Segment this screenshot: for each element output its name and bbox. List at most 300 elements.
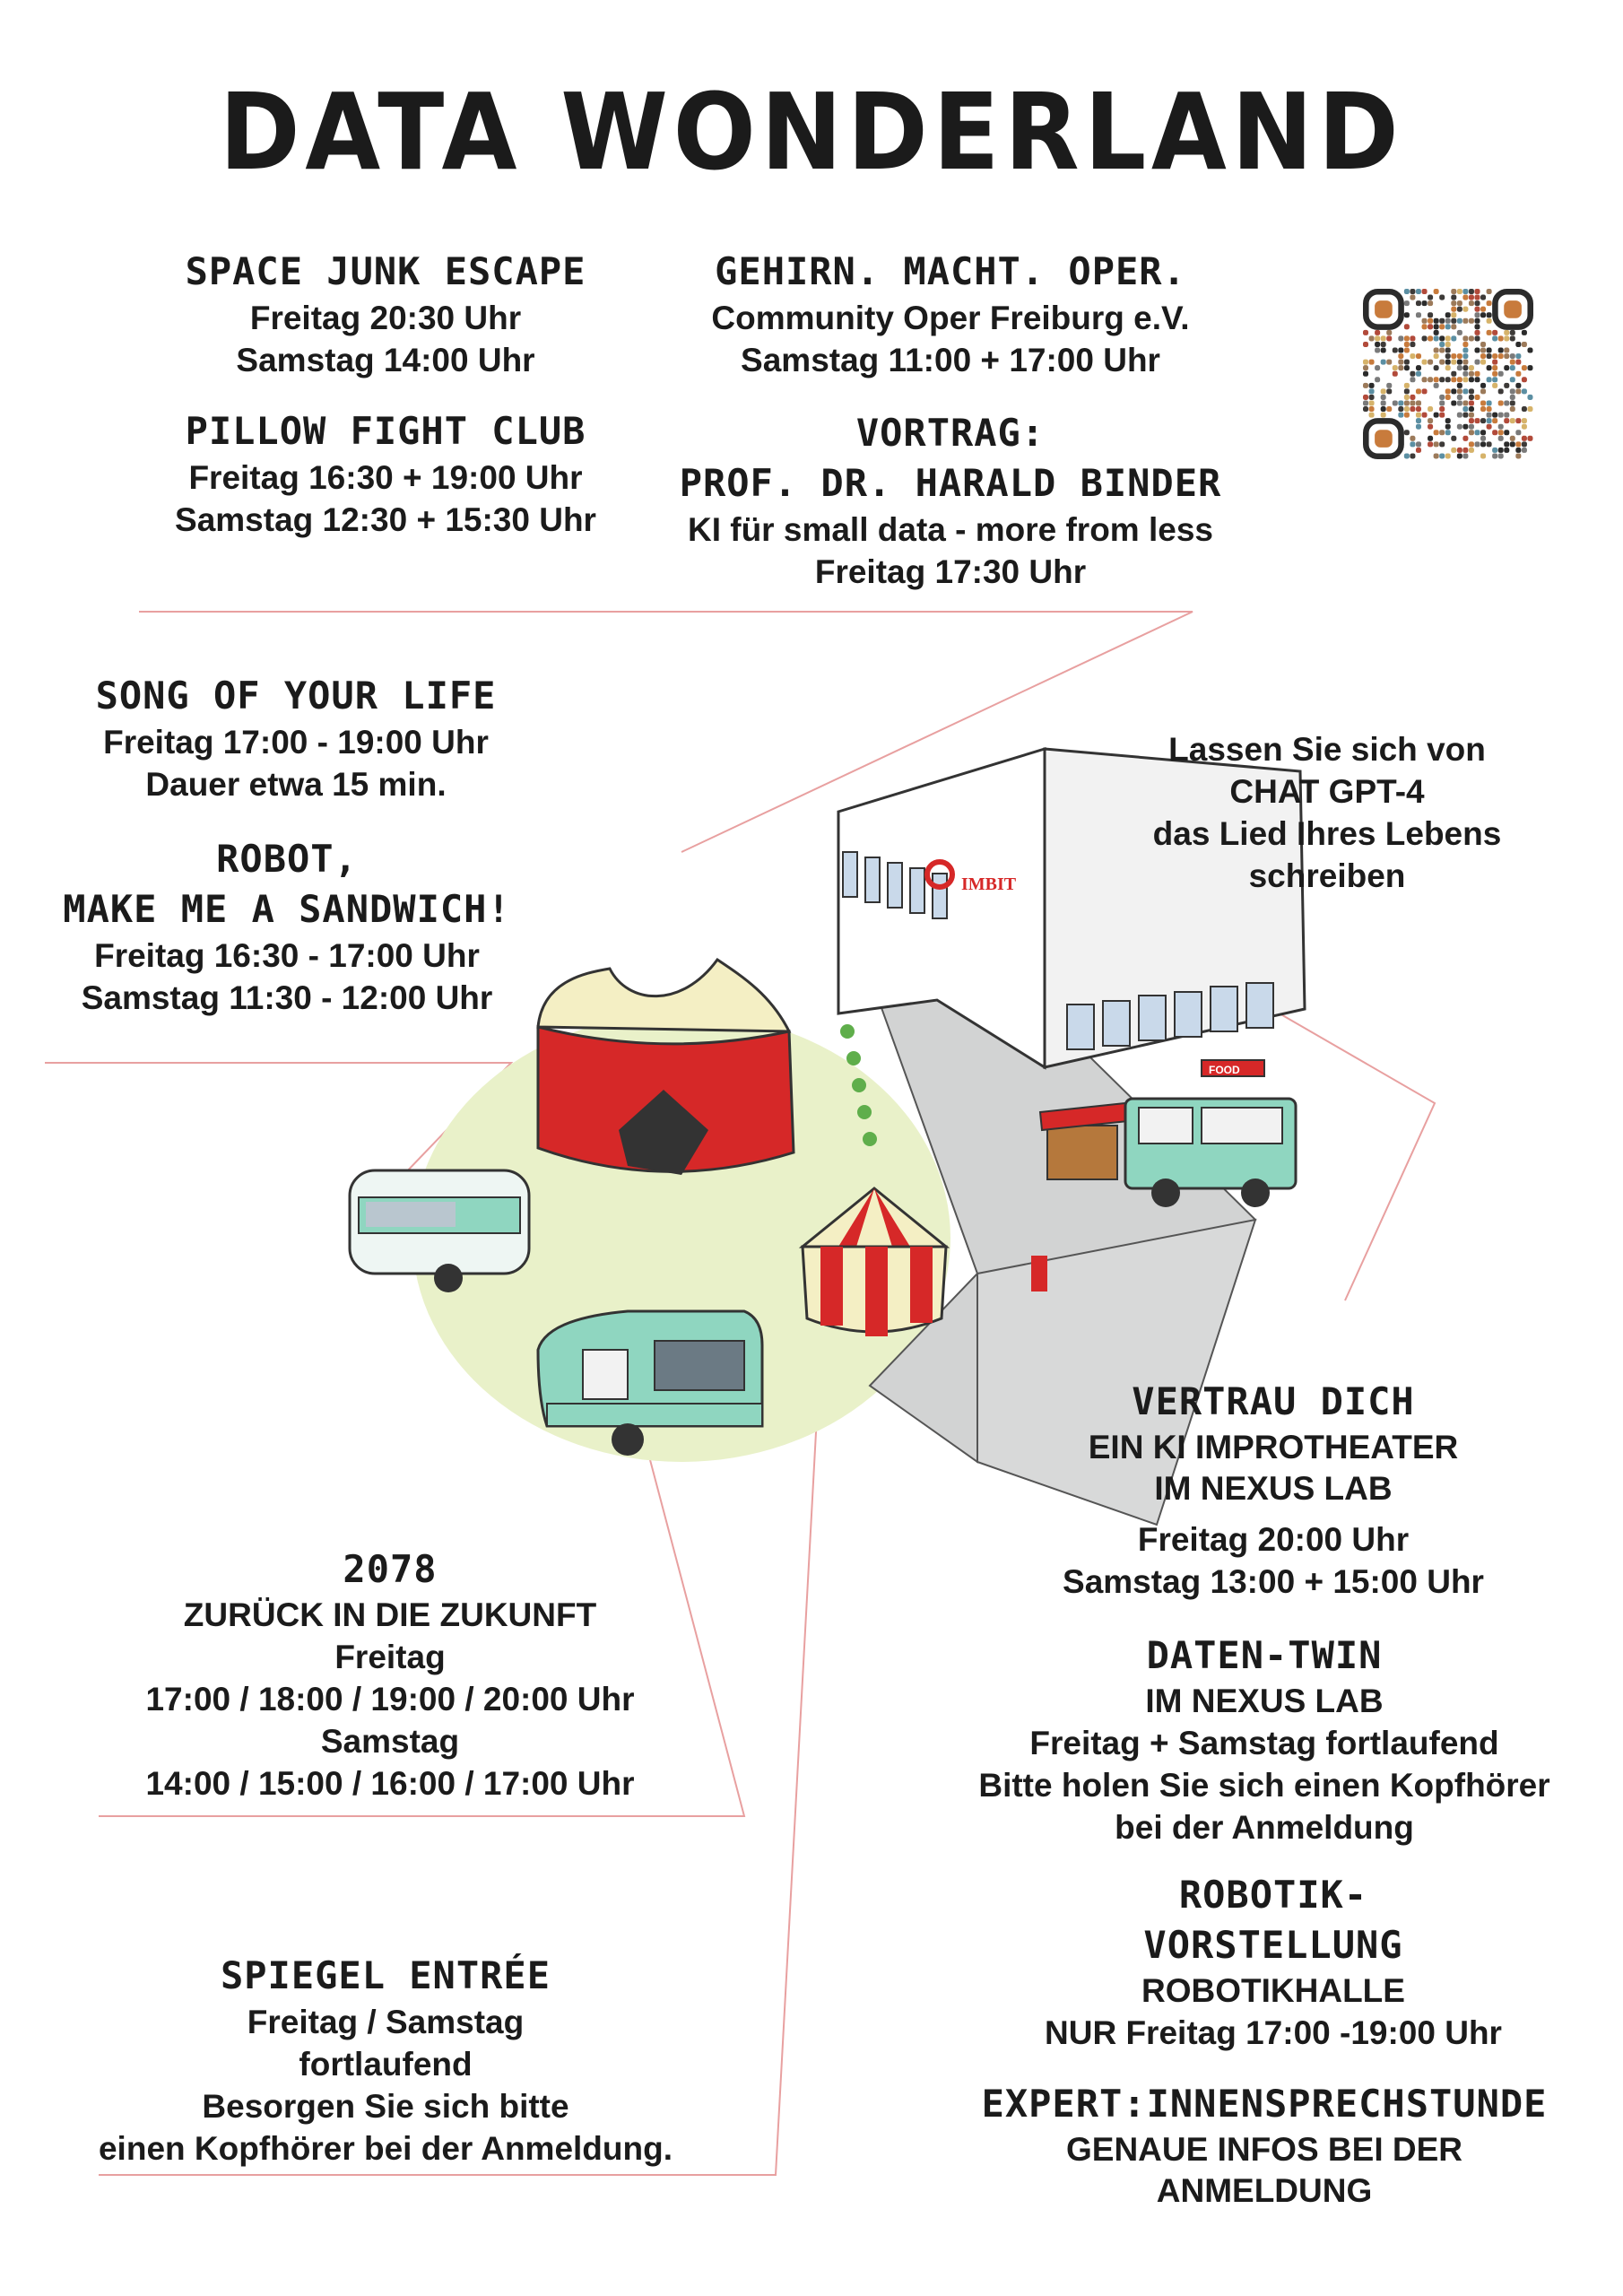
qr-module xyxy=(1522,448,1527,453)
qr-module xyxy=(1498,388,1504,394)
event-time: 14:00 / 15:00 / 16:00 / 17:00 Uhr xyxy=(145,1765,635,1802)
qr-module xyxy=(1462,318,1468,324)
qr-module xyxy=(1462,388,1468,394)
qr-module xyxy=(1469,418,1474,423)
qr-module xyxy=(1445,377,1451,382)
qr-module xyxy=(1480,360,1486,365)
qr-module xyxy=(1487,289,1492,294)
qr-module xyxy=(1522,436,1527,441)
qr-module xyxy=(1398,365,1403,370)
qr-module xyxy=(1515,441,1521,447)
qr-module xyxy=(1457,453,1462,458)
qr-module xyxy=(1462,335,1468,341)
qr-module xyxy=(1416,406,1421,412)
qr-module xyxy=(1381,342,1386,347)
qr-module xyxy=(1439,324,1445,329)
qr-module xyxy=(1487,424,1492,430)
event-vertrau-dich xyxy=(1022,1377,1524,1603)
qr-module xyxy=(1462,360,1468,365)
qr-module xyxy=(1492,418,1497,423)
qr-module xyxy=(1422,377,1428,382)
qr-module xyxy=(1451,312,1456,317)
qr-module xyxy=(1428,324,1433,329)
qr-module xyxy=(1416,371,1421,377)
qr-module xyxy=(1428,295,1433,300)
qr-module xyxy=(1457,413,1462,418)
event-time: 17:00 / 18:00 / 19:00 / 20:00 Uhr xyxy=(145,1681,635,1718)
qr-module xyxy=(1451,300,1456,306)
qr-module xyxy=(1404,324,1410,329)
qr-module xyxy=(1498,371,1504,377)
qr-module xyxy=(1422,335,1428,341)
qr-module xyxy=(1515,448,1521,453)
qr-module xyxy=(1439,377,1445,382)
qr-module xyxy=(1504,383,1509,388)
big-tent xyxy=(538,960,794,1175)
qr-module xyxy=(1510,400,1515,405)
qr-module xyxy=(1428,418,1433,423)
event-pillow-fight xyxy=(143,406,628,541)
qr-module xyxy=(1457,383,1462,388)
qr-module xyxy=(1381,395,1386,400)
qr-module xyxy=(1363,330,1368,335)
qr-module xyxy=(1363,383,1368,388)
qr-module xyxy=(1462,289,1468,294)
event-topic: KI für small data - more from less xyxy=(687,511,1213,548)
event-title: GEHIRN. MACHT. OPER. xyxy=(715,249,1186,293)
qr-module xyxy=(1498,353,1504,359)
qr-module xyxy=(1398,348,1403,353)
qr-module xyxy=(1398,400,1403,405)
note-line: das Lied Ihres Lebens xyxy=(1152,815,1502,852)
qr-module xyxy=(1439,395,1445,400)
qr-module xyxy=(1474,307,1480,312)
event-title: VORTRAG: xyxy=(855,411,1046,455)
qr-module xyxy=(1416,353,1421,359)
qr-module xyxy=(1480,295,1486,300)
event-note: bei der Anmeldung xyxy=(1115,1809,1414,1846)
qr-module xyxy=(1469,289,1474,294)
qr-module xyxy=(1492,371,1497,377)
qr-module xyxy=(1428,312,1433,317)
qr-module xyxy=(1457,289,1462,294)
qr-module xyxy=(1462,295,1468,300)
qr-module xyxy=(1434,453,1439,458)
qr-module xyxy=(1462,448,1468,453)
qr-module xyxy=(1510,377,1515,382)
qr-module xyxy=(1457,307,1462,312)
qr-module xyxy=(1416,418,1421,423)
qr-module xyxy=(1457,360,1462,365)
qr-module xyxy=(1504,413,1509,418)
qr-finder xyxy=(1366,421,1401,456)
qr-module xyxy=(1369,335,1375,341)
qr-module xyxy=(1386,383,1392,388)
event-time: Freitag 16:30 - 17:00 Uhr xyxy=(94,937,480,974)
qr-module xyxy=(1404,312,1410,317)
qr-module xyxy=(1428,424,1433,430)
qr-module xyxy=(1469,400,1474,405)
hydrant xyxy=(1031,1256,1047,1292)
qr-module xyxy=(1474,395,1480,400)
event-time: Freitag 17:30 Uhr xyxy=(814,553,1087,590)
event-expert-sprechstunde xyxy=(950,2079,1578,2212)
event-note: Besorgen Sie sich bitte xyxy=(202,2088,569,2125)
qr-module xyxy=(1451,436,1456,441)
qr-module xyxy=(1457,395,1462,400)
qr-module xyxy=(1363,371,1368,377)
qr-module xyxy=(1469,318,1474,324)
qr-module xyxy=(1393,400,1398,405)
event-title: SPIEGEL ENTRÉE xyxy=(220,1953,551,1997)
qr-module xyxy=(1515,360,1521,365)
qr-module xyxy=(1498,348,1504,353)
qr-module xyxy=(1428,377,1433,382)
event-time: Samstag 12:30 + 15:30 Uhr xyxy=(175,501,596,538)
event-robotik xyxy=(1004,1870,1542,2054)
qr-module xyxy=(1451,307,1456,312)
qr-module xyxy=(1522,441,1527,447)
qr-module xyxy=(1515,388,1521,394)
qr-module xyxy=(1515,371,1521,377)
qr-module xyxy=(1369,400,1375,405)
qr-module xyxy=(1510,360,1515,365)
qr-module xyxy=(1469,441,1474,447)
qr-module xyxy=(1393,371,1398,377)
qr-module xyxy=(1474,441,1480,447)
qr-module xyxy=(1474,312,1480,317)
qr-finder xyxy=(1366,291,1401,326)
event-vortrag xyxy=(664,408,1237,593)
building-sign: IMBIT xyxy=(961,874,1017,894)
qr-module xyxy=(1445,335,1451,341)
qr-module xyxy=(1381,400,1386,405)
qr-module xyxy=(1393,348,1398,353)
qr-code[interactable] xyxy=(1363,289,1533,459)
qr-module xyxy=(1469,448,1474,453)
qr-module xyxy=(1369,413,1375,418)
qr-module xyxy=(1434,348,1439,353)
qr-module xyxy=(1522,377,1527,382)
qr-module xyxy=(1504,448,1509,453)
event-day: Samstag xyxy=(320,1723,460,1760)
qr-module xyxy=(1487,406,1492,412)
qr-module xyxy=(1504,365,1509,370)
qr-module xyxy=(1404,365,1410,370)
qr-module xyxy=(1451,335,1456,341)
qr-module xyxy=(1522,342,1527,347)
qr-module xyxy=(1510,436,1515,441)
event-time: Freitag 17:00 - 19:00 Uhr xyxy=(103,724,489,761)
qr-module xyxy=(1422,388,1428,394)
qr-module xyxy=(1451,289,1456,294)
qr-module xyxy=(1480,418,1486,423)
qr-module xyxy=(1410,342,1415,347)
qr-module xyxy=(1510,388,1515,394)
qr-module xyxy=(1369,360,1375,365)
qr-module xyxy=(1422,318,1428,324)
event-time: Samstag 13:00 + 15:00 Uhr xyxy=(1063,1563,1484,1600)
qr-module xyxy=(1404,348,1410,353)
event-2078 xyxy=(99,1544,681,1805)
qr-module xyxy=(1439,406,1445,412)
qr-module xyxy=(1457,318,1462,324)
qr-module xyxy=(1416,424,1421,430)
qr-module xyxy=(1498,436,1504,441)
qr-module xyxy=(1404,342,1410,347)
qr-module xyxy=(1416,289,1421,294)
event-note: einen Kopfhörer bei der Anmeldung. xyxy=(98,2130,673,2167)
qr-module xyxy=(1439,413,1445,418)
qr-module xyxy=(1487,400,1492,405)
qr-module xyxy=(1469,430,1474,435)
qr-module xyxy=(1474,371,1480,377)
qr-module xyxy=(1522,424,1527,430)
qr-module xyxy=(1474,430,1480,435)
qr-module xyxy=(1445,388,1451,394)
qr-module xyxy=(1434,383,1439,388)
qr-finder xyxy=(1495,291,1530,326)
qr-module xyxy=(1363,342,1368,347)
qr-module xyxy=(1487,353,1492,359)
qr-module xyxy=(1428,300,1433,306)
qr-module xyxy=(1416,441,1421,447)
qr-module xyxy=(1462,413,1468,418)
event-time: Samstag 11:00 + 17:00 Uhr xyxy=(741,342,1160,378)
event-title: SPACE JUNK ESCAPE xyxy=(185,249,586,293)
event-title: VERTRAU DICH xyxy=(1132,1379,1415,1423)
qr-module xyxy=(1445,395,1451,400)
qr-module xyxy=(1386,360,1392,365)
qr-module xyxy=(1492,353,1497,359)
qr-module xyxy=(1422,300,1428,306)
qr-module xyxy=(1480,436,1486,441)
note-line: schreiben xyxy=(1248,857,1406,894)
qr-module xyxy=(1416,312,1421,317)
qr-module xyxy=(1498,430,1504,435)
qr-module xyxy=(1498,335,1504,341)
qr-module xyxy=(1498,453,1504,458)
event-time: fortlaufend xyxy=(299,2046,473,2083)
qr-module xyxy=(1381,406,1386,412)
qr-module xyxy=(1469,335,1474,341)
qr-module xyxy=(1428,436,1433,441)
qr-module xyxy=(1428,318,1433,324)
qr-module xyxy=(1462,307,1468,312)
qr-module xyxy=(1404,388,1410,394)
qr-module xyxy=(1404,413,1410,418)
qr-module xyxy=(1439,430,1445,435)
qr-module xyxy=(1480,441,1486,447)
qr-module xyxy=(1451,324,1456,329)
qr-module xyxy=(1457,424,1462,430)
qr-module xyxy=(1457,353,1462,359)
qr-module xyxy=(1375,348,1380,353)
qr-module xyxy=(1445,453,1451,458)
qr-module xyxy=(1469,413,1474,418)
qr-module xyxy=(1469,365,1474,370)
note-line: CHAT GPT-4 xyxy=(1229,773,1425,810)
qr-module xyxy=(1386,330,1392,335)
event-duration: Dauer etwa 15 min. xyxy=(145,766,447,803)
qr-module xyxy=(1416,413,1421,418)
qr-module xyxy=(1480,348,1486,353)
event-subtitle: EIN KI IMPROTHEATER xyxy=(1088,1429,1459,1465)
qr-module xyxy=(1527,436,1532,441)
qr-module xyxy=(1451,318,1456,324)
qr-module xyxy=(1428,335,1433,341)
event-speaker: PROF. DR. HARALD BINDER xyxy=(679,461,1222,505)
qr-module xyxy=(1469,424,1474,430)
qr-module xyxy=(1474,360,1480,365)
qr-module xyxy=(1398,406,1403,412)
event-robot-sandwich xyxy=(36,834,538,1019)
qr-module xyxy=(1469,300,1474,306)
qr-module xyxy=(1439,400,1445,405)
qr-module xyxy=(1480,353,1486,359)
qr-module xyxy=(1369,406,1375,412)
qr-module xyxy=(1410,335,1415,341)
qr-module xyxy=(1375,377,1380,382)
qr-module xyxy=(1439,453,1445,458)
qr-module xyxy=(1510,335,1515,341)
qr-module xyxy=(1492,383,1497,388)
qr-module xyxy=(1410,295,1415,300)
qr-module xyxy=(1469,388,1474,394)
qr-module xyxy=(1487,330,1492,335)
qr-module xyxy=(1457,400,1462,405)
qr-module xyxy=(1480,307,1486,312)
qr-module xyxy=(1422,324,1428,329)
qr-module xyxy=(1445,418,1451,423)
event-note: ANMELDUNG xyxy=(1156,2172,1373,2209)
event-title: SONG OF YOUR LIFE xyxy=(95,674,497,718)
qr-module xyxy=(1404,395,1410,400)
qr-module xyxy=(1504,353,1509,359)
qr-module xyxy=(1451,295,1456,300)
qr-module xyxy=(1522,406,1527,412)
qr-module xyxy=(1487,348,1492,353)
qr-module xyxy=(1480,388,1486,394)
qr-module xyxy=(1404,289,1410,294)
qr-module xyxy=(1480,342,1486,347)
event-title: MAKE ME A SANDWICH! xyxy=(63,887,511,931)
qr-module xyxy=(1504,330,1509,335)
qr-module xyxy=(1445,342,1451,347)
truck-sign: FOOD xyxy=(1209,1064,1240,1076)
event-spiegel xyxy=(72,1951,699,2170)
qr-module xyxy=(1510,353,1515,359)
qr-module xyxy=(1416,388,1421,394)
qr-module xyxy=(1504,430,1509,435)
event-title: DATEN-TWIN xyxy=(1146,1633,1383,1677)
event-title: PILLOW FIGHT CLUB xyxy=(185,409,586,453)
qr-module xyxy=(1445,360,1451,365)
qr-module xyxy=(1404,430,1410,435)
qr-module xyxy=(1410,436,1415,441)
qr-module xyxy=(1504,400,1509,405)
food-truck xyxy=(1125,1060,1296,1207)
qr-module xyxy=(1439,360,1445,365)
event-title: VORSTELLUNG xyxy=(1143,1923,1403,1967)
qr-module xyxy=(1462,424,1468,430)
qr-module xyxy=(1439,335,1445,341)
qr-module xyxy=(1416,300,1421,306)
qr-module xyxy=(1451,388,1456,394)
qr-module xyxy=(1480,400,1486,405)
qr-module xyxy=(1451,400,1456,405)
qr-module xyxy=(1439,318,1445,324)
qr-module xyxy=(1404,383,1410,388)
qr-module xyxy=(1404,406,1410,412)
qr-module xyxy=(1462,348,1468,353)
qr-module xyxy=(1492,365,1497,370)
qr-module xyxy=(1515,418,1521,423)
qr-module xyxy=(1404,335,1410,341)
qr-module xyxy=(1434,289,1439,294)
qr-module xyxy=(1434,330,1439,335)
qr-module xyxy=(1428,360,1433,365)
qr-module xyxy=(1487,318,1492,324)
event-daten-twin xyxy=(950,1631,1578,1848)
event-location: IM NEXUS LAB xyxy=(1154,1470,1393,1507)
qr-module xyxy=(1492,377,1497,382)
qr-module xyxy=(1445,312,1451,317)
qr-module xyxy=(1474,318,1480,324)
qr-module xyxy=(1439,348,1445,353)
qr-module xyxy=(1422,289,1428,294)
event-title: ROBOTIK- xyxy=(1178,1873,1368,1917)
qr-module xyxy=(1381,413,1386,418)
event-day: Freitag xyxy=(334,1639,446,1675)
qr-module xyxy=(1527,395,1532,400)
event-time: Freitag + Samstag fortlaufend xyxy=(1029,1725,1499,1761)
qr-module xyxy=(1469,295,1474,300)
qr-module xyxy=(1487,377,1492,382)
event-time: Freitag 20:00 Uhr xyxy=(1137,1521,1410,1558)
qr-module xyxy=(1381,348,1386,353)
qr-module xyxy=(1487,300,1492,306)
qr-module xyxy=(1469,406,1474,412)
qr-module xyxy=(1434,413,1439,418)
qr-module xyxy=(1422,360,1428,365)
qr-module xyxy=(1457,448,1462,453)
qr-module xyxy=(1462,400,1468,405)
qr-module xyxy=(1398,335,1403,341)
qr-module xyxy=(1492,453,1497,458)
qr-module xyxy=(1462,377,1468,382)
qr-module xyxy=(1474,335,1480,341)
qr-module xyxy=(1363,400,1368,405)
qr-module xyxy=(1487,418,1492,423)
qr-module xyxy=(1369,388,1375,394)
qr-module xyxy=(1522,330,1527,335)
qr-module xyxy=(1469,395,1474,400)
qr-module xyxy=(1474,295,1480,300)
qr-module xyxy=(1434,353,1439,359)
qr-module xyxy=(1445,324,1451,329)
qr-module xyxy=(1515,430,1521,435)
qr-module xyxy=(1462,353,1468,359)
qr-module xyxy=(1416,448,1421,453)
qr-module xyxy=(1457,300,1462,306)
note-line: Lassen Sie sich von xyxy=(1168,731,1486,768)
qr-module xyxy=(1404,360,1410,365)
qr-module xyxy=(1363,360,1368,365)
qr-module xyxy=(1510,330,1515,335)
qr-module xyxy=(1492,413,1497,418)
qr-module xyxy=(1480,406,1486,412)
